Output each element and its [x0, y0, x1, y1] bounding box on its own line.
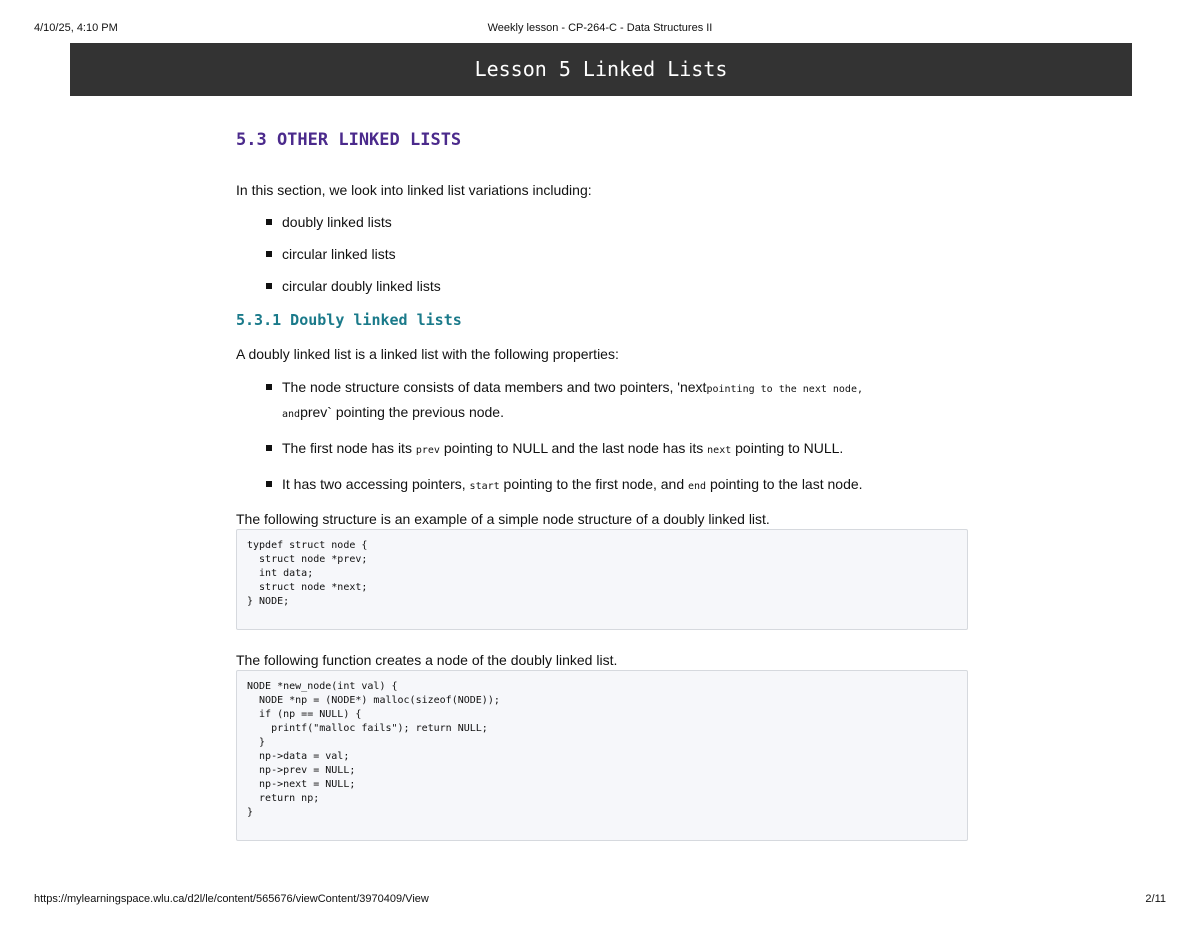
property-text: pointing to the last node. [706, 476, 863, 492]
function-intro: The following function creates a node of the doubly linked list. [236, 652, 618, 668]
print-document-title: Weekly lesson - CP-264-C - Data Structures II [487, 22, 713, 34]
property-item [236, 376, 968, 426]
properties-list [236, 376, 968, 498]
list-item: doubly linked lists [236, 212, 968, 232]
property-text: pointing to the first node, and [499, 476, 689, 492]
list-item: circular linked lists [236, 244, 968, 264]
print-url: https://mylearningspace.wlu.ca/d2l/le/content/565676/viewContent/3970409/View [34, 893, 429, 905]
inline-code: prev [415, 445, 440, 456]
section-intro: In this section, we look into linked list variations including: [236, 182, 592, 198]
print-datetime: 4/10/25, 4:10 PM [34, 22, 118, 34]
variations-list [236, 212, 968, 296]
property-text: It has two accessing pointers, [282, 476, 470, 492]
lesson-banner [70, 43, 1132, 96]
inline-code: and [282, 409, 301, 420]
property-text: The first node has its [282, 440, 416, 456]
property-text: pointing to NULL. [731, 440, 844, 456]
property-item [236, 473, 968, 498]
list-item: circular doubly linked lists [236, 276, 968, 296]
struct-intro: The following structure is an example of a simple node structure of a doubly linked list. [236, 511, 770, 527]
function-code-block: NODE *new_node(int val) { NODE *np = (NODE*) malloc(sizeof(NODE)); if (np == NULL) { printf("malloc fails"); return NULL; } np->data = val; np->prev = NULL; np->next = NULL; return np; } [236, 670, 968, 841]
inline-code: end [688, 481, 707, 492]
page-number: 2/11 [1145, 893, 1166, 905]
subsection-heading: 5.3.1 Doubly linked lists [236, 311, 462, 329]
lesson-content [236, 124, 968, 841]
lesson-title: Lesson 5 Linked Lists [474, 57, 728, 81]
doubly-linked-intro: A doubly linked list is a linked list with the following properties: [236, 346, 619, 362]
inline-code: start [469, 481, 500, 492]
inline-code: next [707, 445, 732, 456]
section-heading: 5.3 OTHER LINKED LISTS [236, 130, 462, 150]
struct-code-block: typdef struct node { struct node *prev; int data; struct node *next; } NODE; [236, 529, 968, 630]
property-text: pointing to NULL and the last node has its [439, 440, 708, 456]
print-footer [34, 893, 1166, 909]
inline-code: pointing to the next node, [706, 384, 863, 395]
print-header [34, 22, 1166, 38]
property-text: prev` pointing the previous node. [300, 404, 504, 420]
property-text: The node structure consists of data members and two pointers, 'next [282, 379, 707, 395]
property-item [236, 437, 968, 462]
